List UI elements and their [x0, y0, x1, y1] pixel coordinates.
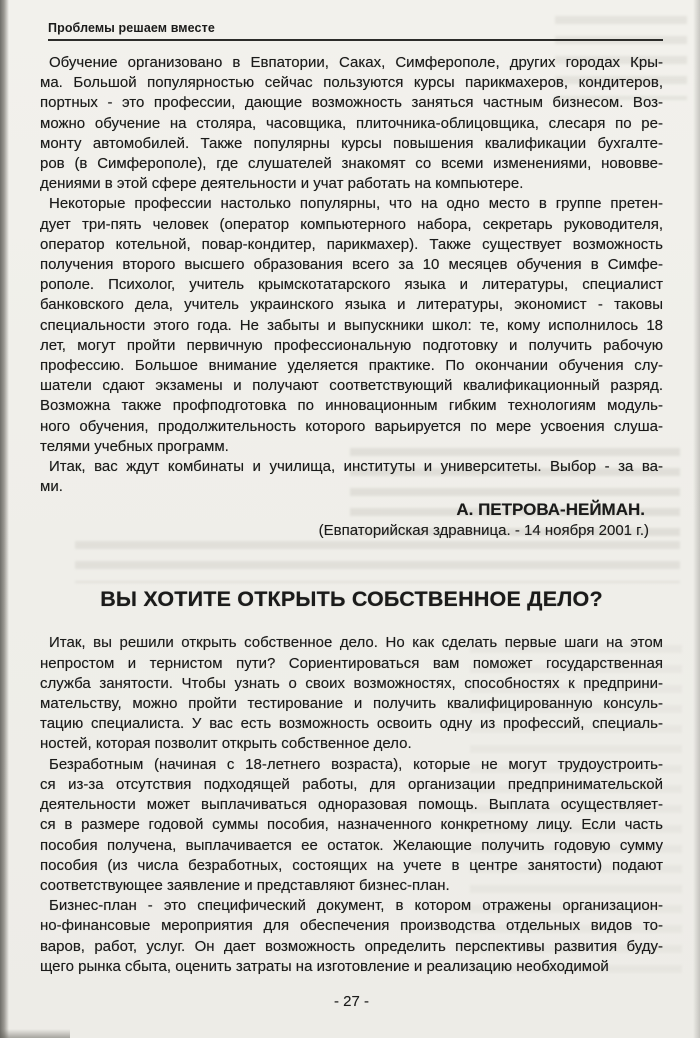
text-line: Некоторые профессии настолько популярны, что на одно место в группе претен-	[49, 195, 663, 213]
text-line: лет, могут пройти первичную профессиональную подготовку и получить рабочую	[40, 336, 663, 354]
text-line: можно обучение на столяра, часовщика, плиточника-облицовщика, слесаря по ре-	[40, 114, 663, 132]
running-header: Проблемы решаем вместе	[48, 21, 215, 35]
paragraph	[40, 633, 663, 754]
text-line: рополе. Психолог, учитель крымскотатарского языка и литературы, специалист	[40, 276, 663, 294]
text-line: Безработным (начиная с 18-летнего возраста), которые не могут трудоустроить-	[49, 755, 663, 773]
text-line: варов, работ, услуг. Он дает возможность определить перспективы развития буду-	[40, 937, 663, 955]
text-line: монту автомобилей. Также популярны курсы повышения квалификации бухгалте-	[40, 134, 663, 152]
text-line: служба занятости. Чтобы узнать о своих возможностях, способностях к предприни-	[40, 674, 663, 692]
text-line: ми.	[40, 478, 63, 496]
header-rule	[48, 39, 663, 41]
text-line: портных - это профессии, дающие возможность заняться частным бизнесом. Воз-	[40, 94, 663, 112]
text-line: Возможна также профподготовка по инновационным гибким технологиям модуль-	[40, 397, 663, 415]
text-line: ностей, которая позволит открыть собственное дело.	[40, 735, 412, 753]
paragraph	[40, 896, 663, 977]
text-line: Итак, вы решили открыть собственное дело. Но как сделать первые шаги на этом	[49, 634, 663, 652]
page-content	[40, 21, 663, 1011]
text-line: пособия (из числа безработных, состоящих на учете в центре занятости) подают	[40, 856, 663, 874]
text-line: мательству, можно пройти тестирование и получить квалифицированную консуль-	[40, 695, 663, 713]
text-line: шатели сдают экзамены и получают соответствующий квалификационный разряд.	[40, 377, 663, 395]
article-own-business	[40, 633, 663, 976]
scan-edge-right	[693, 0, 700, 1038]
text-line: непростом и тернистом пути? Сориентироваться вам поможет государственная	[40, 654, 663, 672]
text-line: Обучение организовано в Евпатории, Саках, Симферополе, других городах Кры-	[49, 54, 663, 71]
text-line: ма. Большой популярностью сейчас пользуются курсы парикмахеров, кондитеров,	[40, 74, 663, 92]
scan-edge-left	[0, 0, 9, 1038]
source-citation: (Евпаторийская здравница. - 14 ноября 2001 г.)	[318, 522, 649, 540]
article-training	[40, 53, 663, 497]
text-line: оператор котельной, повар-кондитер, парикмахер). Также существует возможность	[40, 235, 663, 253]
text-line: Итак, вас ждут комбинаты и училища, институты и университеты. Выбор - за ва-	[49, 458, 663, 476]
paragraph	[40, 53, 663, 194]
text-line: щего рынка сбыта, оценить затраты на изготовление и реализацию необходимой	[40, 957, 609, 975]
text-line: ся в размере годовой суммы пособия, назначенного конкретному лицу. Если часть	[40, 816, 663, 834]
article-title: ВЫ ХОТИТЕ ОТКРЫТЬ СОБСТВЕННОЕ ДЕЛО?	[100, 587, 603, 612]
text-line: ся из-за отсутствия подходящей работы, для организации предпринимательской	[40, 775, 663, 793]
page-number: - 27 -	[333, 992, 369, 1010]
text-line: банковского дела, учитель украинского языка и литературы, экономист - таковы	[40, 296, 663, 314]
text-line: ров (в Симферополе), где слушателей знакомят со всеми изменениями, нововве-	[40, 155, 663, 173]
paragraph	[40, 194, 663, 457]
text-line: профессию. Большое внимание уделяется практике. По окончании обучения слу-	[40, 357, 663, 375]
text-line: ного обучения, продолжительность которого варьируется по мере усвоения слуша-	[40, 417, 663, 435]
scan-edge-bottom	[0, 1029, 70, 1038]
text-line: специальности этого года. Не забыты и выпускники школ: те, кому исполнилось 18	[40, 316, 663, 334]
text-line: тацию специалиста. У вас есть возможность освоить одну из профессий, специаль-	[40, 715, 663, 733]
text-line: деятельности может выплачиваться одноразовая помощь. Выплата осуществляет-	[40, 796, 663, 814]
text-line: дует три-пять человек (оператор компьютерного набора, секретарь руководителя,	[40, 215, 663, 233]
text-line: Бизнес-план - это специфический документ, в котором отражены организацион-	[49, 897, 663, 915]
paragraph	[40, 755, 663, 896]
text-line: телями учебных программ.	[40, 437, 229, 455]
text-line: дениями в этой сфере деятельности и учат работать на компьютере.	[40, 175, 524, 193]
text-line: соответствующее заявление и представляют бизнес-план.	[40, 876, 450, 894]
author-signature: А. ПЕТРОВА-НЕЙМАН.	[456, 500, 645, 520]
text-line: но-финансовые мероприятия для обеспечения производства отдельных видов то-	[40, 917, 663, 935]
paragraph	[40, 457, 663, 497]
text-line: получения второго высшего образования всего за 10 месяцев обучения в Симфе-	[40, 256, 663, 274]
text-line: пособия получена, выплачивается ее остаток. Желающие получить годовую сумму	[40, 836, 663, 854]
